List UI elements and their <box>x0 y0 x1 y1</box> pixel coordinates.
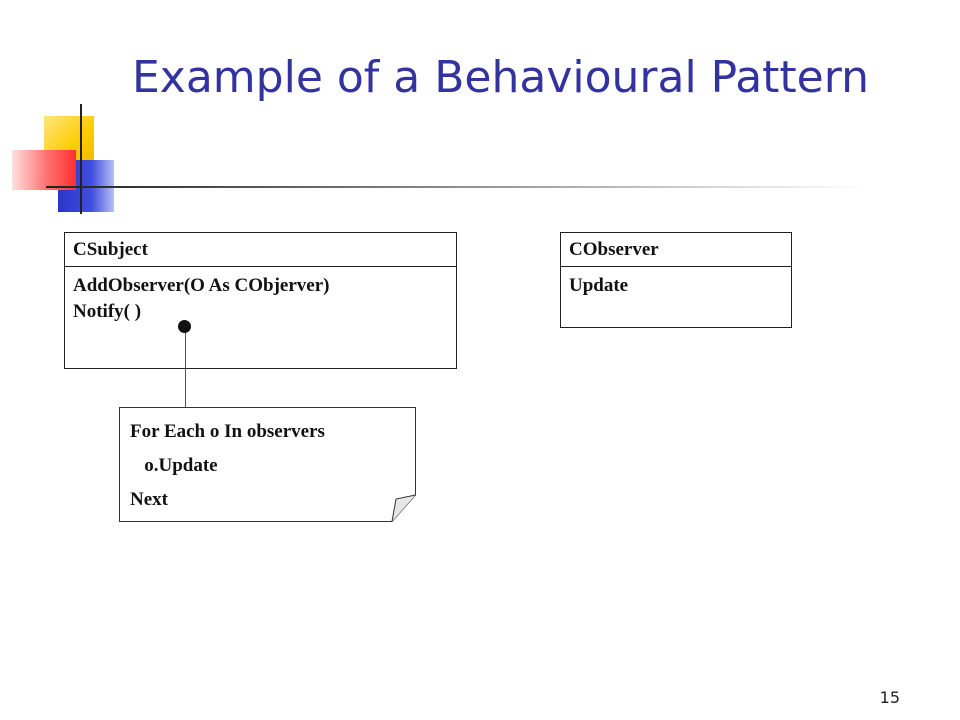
operation-update: Update <box>569 275 629 296</box>
class-name: CSubject <box>65 233 456 267</box>
logo-red-square <box>12 150 76 190</box>
title-underline <box>46 186 866 188</box>
logo-vertical-line <box>80 104 82 214</box>
note-anchor-dot <box>178 320 191 333</box>
slide-title: Example of a Behavioural Pattern <box>132 52 869 103</box>
uml-class-cobserver <box>560 232 792 328</box>
note-connector-line <box>185 330 186 408</box>
class-name: CObserver <box>561 233 791 267</box>
uml-class-csubject <box>64 232 457 369</box>
page-number: 15 <box>879 688 900 707</box>
operation-notify: Notify( ) <box>73 301 142 322</box>
note-line: For Each o In observers <box>130 421 325 442</box>
uml-note <box>130 415 325 517</box>
note-line: Next <box>130 489 168 510</box>
class-operations <box>65 267 456 331</box>
operation-add-observer: AddObserver(O As CObjerver) <box>73 275 330 296</box>
class-operations <box>561 267 791 305</box>
note-line: o.Update <box>130 455 218 476</box>
